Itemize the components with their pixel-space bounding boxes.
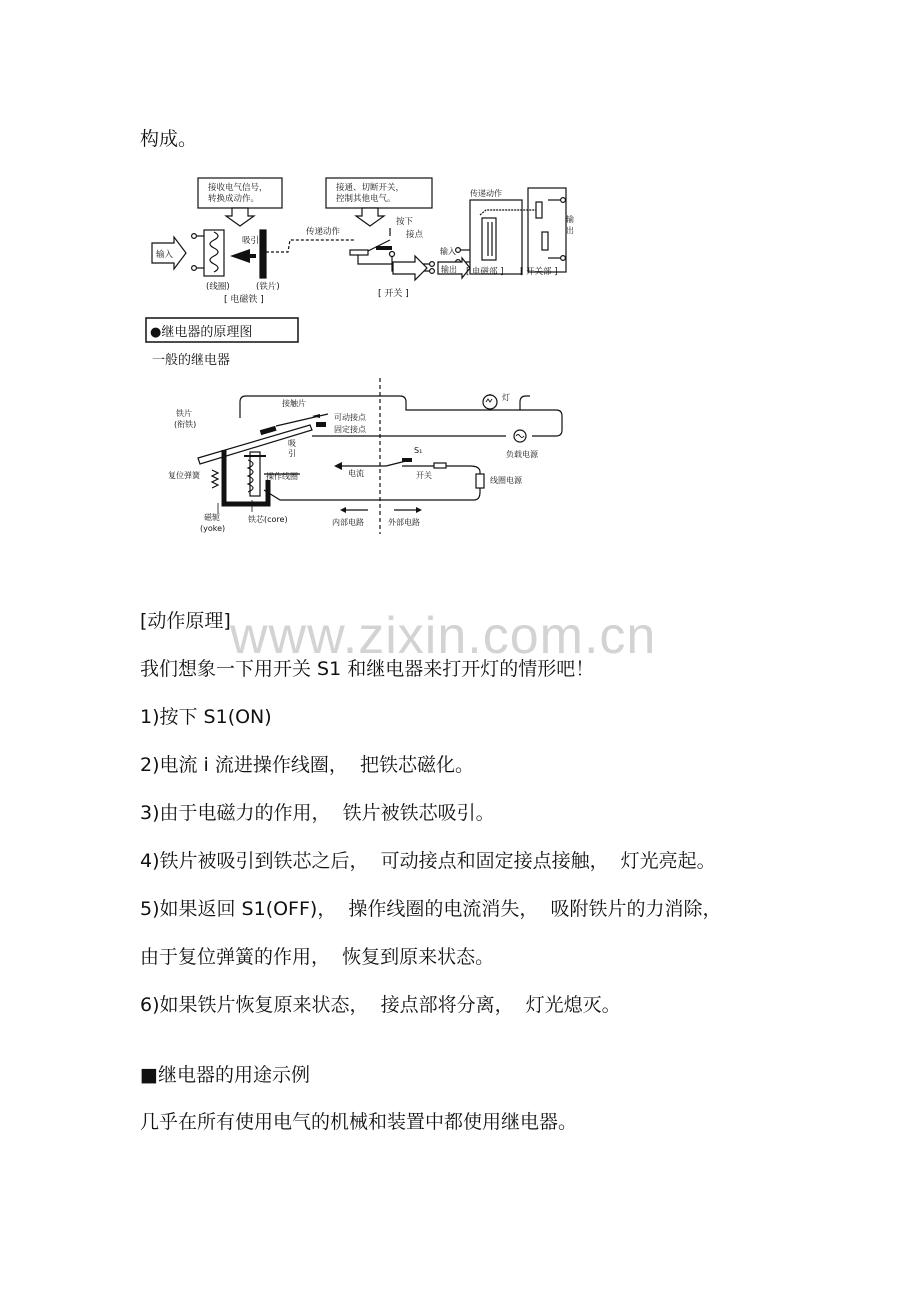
transfer2-label: 传递动作 bbox=[470, 189, 502, 198]
step-6: 6)如果铁片恢复原来状态， 接点部将分离， 灯光熄灭。 bbox=[140, 994, 621, 1016]
usage-heading: ■继电器的用途示例 bbox=[140, 1064, 310, 1086]
reset-spring bbox=[212, 470, 218, 488]
watermark: www.zixin.com.cn bbox=[230, 607, 657, 665]
output2-char2: 出 bbox=[566, 226, 574, 235]
output-arrow bbox=[393, 256, 427, 280]
attract-b2: 引 bbox=[288, 449, 296, 458]
callout-left-line2: 转换成动作。 bbox=[208, 194, 260, 204]
transfer-label: 传递动作 bbox=[306, 227, 341, 237]
yoke-line2: (yoke) bbox=[200, 524, 226, 533]
current-arrow bbox=[334, 462, 342, 470]
callout-mid-line2: 控制其他电气。 bbox=[336, 194, 396, 204]
attract-label-bottom bbox=[288, 439, 296, 458]
op-coil-label: 操作线圈 bbox=[266, 472, 298, 481]
coil-label: (线圈) bbox=[206, 282, 230, 292]
input2-label: 输入 bbox=[440, 247, 456, 256]
callout-left-line1: 接收电气信号， bbox=[208, 183, 268, 193]
transfer-dashed-line bbox=[266, 240, 354, 252]
relay-principle-figure bbox=[140, 170, 580, 540]
step-4: 4)铁片被吸引到铁芯之后， 可动接点和固定接点接触， 灯光亮起。 bbox=[140, 850, 716, 872]
iron-piece bbox=[260, 230, 266, 278]
callout-mid-line1: 接通、切断开关， bbox=[336, 183, 405, 193]
intro-text: 构成。 bbox=[140, 128, 198, 150]
relay-sketch bbox=[456, 188, 566, 274]
section-heading: [动作原理] bbox=[140, 610, 231, 632]
electromagnet-label: [ 电磁铁 ] bbox=[224, 295, 264, 305]
current-label: 电流 bbox=[348, 469, 364, 478]
iron-piece-label: (铁片) bbox=[256, 282, 280, 292]
iron-line1: 铁片 bbox=[176, 409, 192, 418]
em-part-label: [ 电磁部 ] bbox=[466, 267, 504, 277]
step-3: 3)由于电磁力的作用， 铁片被铁芯吸引。 bbox=[140, 802, 495, 824]
press-label: 按下 bbox=[396, 217, 414, 227]
sw-part-label: [ 开关部 ] bbox=[520, 267, 558, 277]
s1-label: S₁ bbox=[414, 446, 423, 455]
coil-power-label: 线圈电源 bbox=[490, 476, 522, 485]
output2-char1: 输 bbox=[566, 215, 574, 224]
contact-piece-label: 接触片 bbox=[282, 399, 306, 408]
switch-label: [ 开关 ] bbox=[378, 289, 409, 299]
contact-label: 接点 bbox=[406, 230, 424, 240]
usage-text: 几乎在所有使用电气的机械和装置中都使用继电器。 bbox=[140, 1111, 578, 1133]
step-1: 1)按下 S1(ON) bbox=[140, 706, 272, 728]
subcaption-text: 一般的继电器 bbox=[152, 353, 231, 368]
output3-label: 输出 bbox=[441, 265, 457, 274]
coil-power-symbol bbox=[476, 474, 484, 488]
fixed-contact-label: 固定接点 bbox=[334, 425, 366, 434]
callout-box-left bbox=[198, 178, 282, 226]
step-5: 5)如果返回 S1(OFF)， 操作线圈的电流消失， 吸附铁片的力消除， bbox=[140, 898, 722, 920]
load-power-label: 负载电源 bbox=[506, 450, 538, 459]
input-label: 输入 bbox=[156, 250, 174, 260]
attract-b1: 吸 bbox=[288, 439, 296, 448]
attract-arrow bbox=[230, 249, 256, 263]
internal-circuit-label: 内部电路 bbox=[332, 518, 364, 527]
step-5-cont: 由于复位弹簧的作用， 恢复到原来状态。 bbox=[140, 946, 495, 968]
switch-bottom-label: 开关 bbox=[416, 471, 432, 480]
attract-label: 吸引 bbox=[242, 236, 260, 246]
body-line-1: 我们想象一下用开关 S1 和继电器来打开灯的情形吧！ bbox=[140, 658, 595, 680]
lamp-label: 灯 bbox=[502, 393, 510, 402]
movable-contact-label: 可动接点 bbox=[334, 413, 366, 422]
iron-armature-label bbox=[174, 408, 196, 429]
yoke bbox=[224, 450, 268, 504]
step-2: 2)电流 i 流进操作线圈， 把铁芯磁化。 bbox=[140, 754, 474, 776]
yoke-label bbox=[200, 512, 225, 533]
spring-label: 复位弹簧 bbox=[168, 471, 200, 480]
callout-box-middle bbox=[326, 178, 432, 226]
external-circuit-label: 外部电路 bbox=[388, 518, 420, 527]
yoke-line1: 磁轭 bbox=[204, 513, 220, 522]
iron-line2: (衔铁) bbox=[174, 420, 197, 429]
output2-label bbox=[566, 214, 574, 235]
coil-symbol bbox=[192, 230, 224, 276]
caption-text: ●继电器的原理图 bbox=[150, 325, 253, 340]
core-label: 铁芯(core) bbox=[248, 515, 288, 524]
